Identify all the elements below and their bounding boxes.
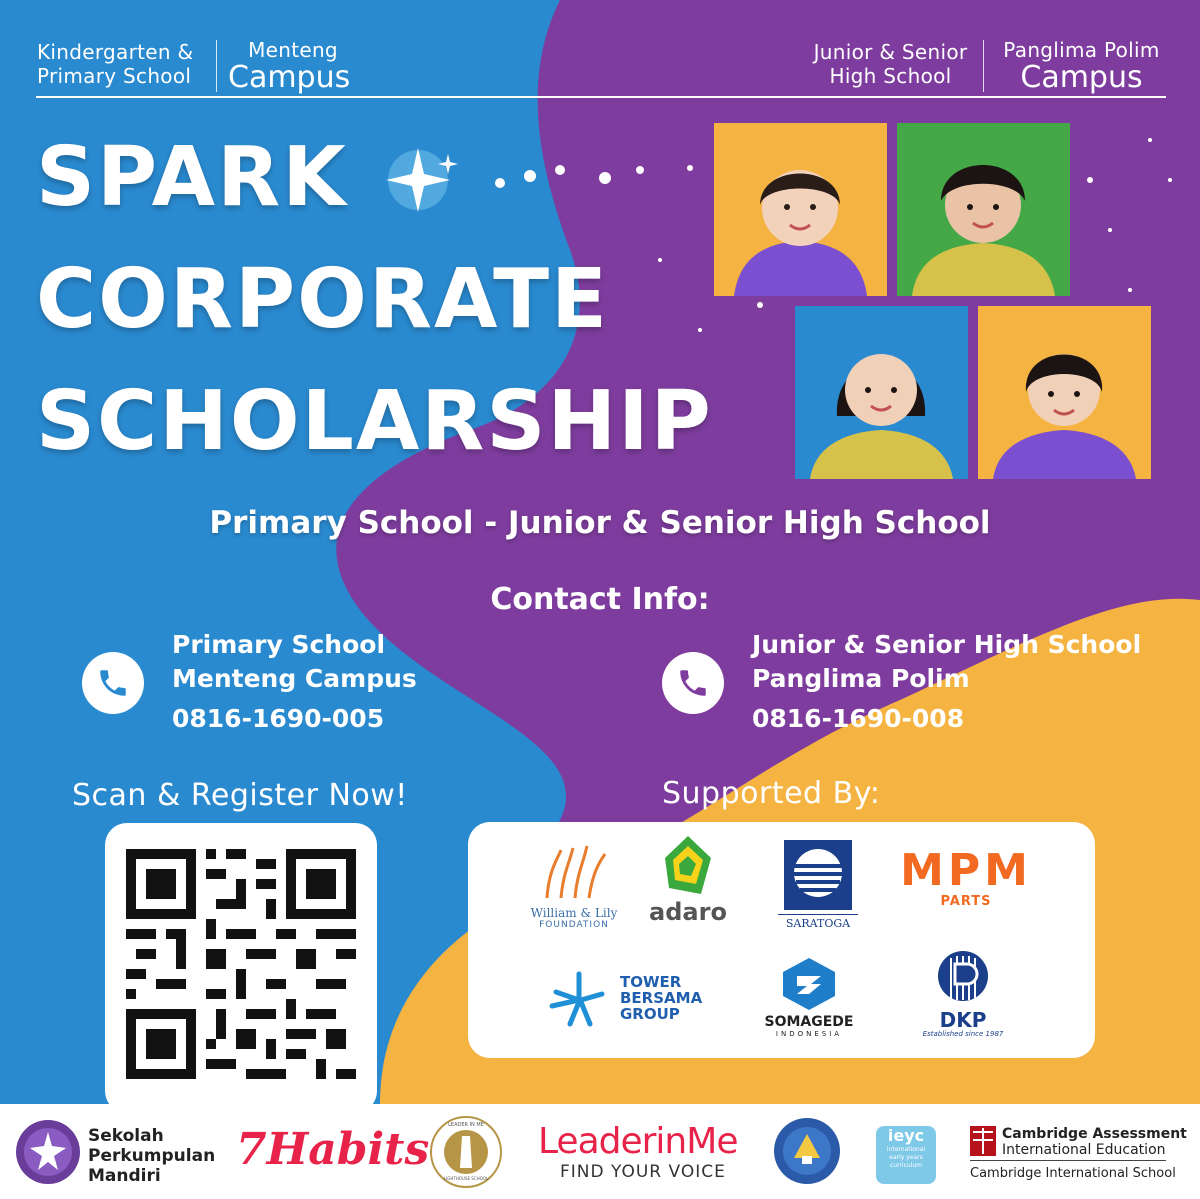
sponsor-mpm	[896, 845, 1036, 909]
mpm-parts: PARTS	[940, 894, 992, 909]
cambridge-line1: Cambridge Assessment	[1002, 1126, 1187, 1142]
header-right-campus	[994, 38, 1169, 94]
tower-line2: BERSAMA	[620, 989, 703, 1007]
spm-line3: Mandiri	[88, 1166, 161, 1186]
spm-logo-icon	[14, 1118, 82, 1186]
lighthouse-school-badge	[430, 1116, 502, 1188]
dkp-sub: Established since 1987	[922, 1030, 1004, 1038]
7habits-logo: 7Habits	[236, 1124, 430, 1175]
tut-wuri-handayani-emblem-icon	[774, 1118, 840, 1184]
contact-left	[172, 628, 417, 736]
william-lily-mark-icon	[539, 840, 609, 902]
ieyc-line2: early years	[889, 1154, 923, 1161]
footer-logo-bar	[0, 1104, 1200, 1199]
ieyc-name: ieyc	[887, 1126, 925, 1145]
spm-line1: Sekolah	[88, 1126, 164, 1146]
header-right-school-line1: Junior & Senior	[813, 40, 968, 64]
leaderinme-logo	[538, 1122, 748, 1182]
william-lily-name: William & Lily	[530, 906, 618, 920]
william-lily-sub: FOUNDATION	[539, 920, 609, 930]
header-rule	[36, 96, 1166, 98]
sponsor-somagede	[754, 958, 864, 1038]
header-left-campus-small: Menteng	[248, 38, 338, 62]
cambridge-shield-icon	[970, 1126, 996, 1156]
cambridge-assessment	[1002, 1126, 1187, 1158]
student-photo-2	[897, 123, 1070, 296]
saratoga-name: SARATOGA	[778, 914, 858, 930]
header-left-school	[37, 40, 193, 88]
phone-icon-left[interactable]	[82, 652, 144, 714]
spm-line2: Perkumpulan	[88, 1146, 216, 1166]
ieyc-logo	[876, 1126, 936, 1184]
tower-bersama-text	[620, 974, 702, 1022]
header-left-campus-big: Campus	[228, 60, 351, 95]
leaderinme-tagline: FIND YOUR VOICE	[560, 1162, 726, 1182]
subtitle: Primary School - Junior & Senior High School	[209, 505, 991, 541]
contact-right-line1: Junior & Senior High School	[752, 630, 1142, 659]
contact-right-line2: Panglima Polim	[752, 664, 970, 693]
dkp-mark-icon	[937, 950, 989, 1006]
header-right-campus-big: Campus	[1020, 60, 1143, 95]
student-photo-1	[714, 123, 887, 296]
somagede-mark-icon	[781, 958, 837, 1010]
sparkle-icon	[378, 140, 468, 220]
tower-line3: GROUP	[620, 1005, 680, 1023]
contact-title: Contact Info:	[490, 582, 710, 617]
header-left-school-line2: Primary School	[37, 64, 192, 88]
cambridge-rule	[970, 1160, 1166, 1161]
contact-right	[752, 628, 1141, 736]
headline-line-3: SCHOLARSHIP	[36, 374, 713, 469]
cambridge-line2: International Education	[1002, 1142, 1166, 1158]
student-photo-3	[795, 306, 968, 479]
ieyc-line1: international	[886, 1146, 926, 1153]
sponsor-william-lily	[524, 840, 624, 930]
qr-code[interactable]	[126, 849, 356, 1079]
adaro-mark-icon	[663, 836, 713, 896]
header-divider-left	[216, 40, 217, 92]
leaderinme-name: LeaderinMe	[538, 1121, 738, 1162]
header-right-school	[808, 40, 973, 88]
sponsor-adaro	[640, 836, 736, 924]
sponsors-card	[468, 822, 1095, 1058]
headline-line-1: SPARK	[36, 130, 348, 225]
tower-bersama-burst-icon	[546, 970, 612, 1030]
header-left-campus	[228, 38, 368, 94]
header-divider-right	[983, 40, 984, 92]
mpm-name: MPM	[900, 845, 1032, 896]
sponsor-saratoga	[778, 840, 858, 930]
supported-by-label: Supported By:	[662, 776, 881, 811]
contact-left-line2: Menteng Campus	[172, 664, 417, 693]
tower-line1: TOWER	[620, 973, 682, 991]
headline-line-2: CORPORATE	[36, 252, 610, 347]
somagede-sub: INDONESIA	[775, 1030, 843, 1038]
contact-left-line1: Primary School	[172, 630, 386, 659]
somagede-name: SOMAGEDE	[764, 1014, 854, 1030]
spm-name	[88, 1126, 215, 1186]
header-right-school-line2: High School	[829, 64, 952, 88]
contact-right-phone[interactable]: 0816-1690-008	[752, 704, 965, 733]
saratoga-globe-icon	[784, 840, 852, 910]
ieyc-line3: curriculum	[889, 1162, 922, 1169]
lighthouse-top: LEADER IN ME	[448, 1122, 484, 1128]
qr-card[interactable]	[105, 823, 377, 1113]
header-right-campus-small: Panglima Polim	[1003, 38, 1160, 62]
sponsor-dkp	[918, 950, 1008, 1038]
cambridge-school: Cambridge International School	[970, 1166, 1176, 1181]
phone-icon-right[interactable]	[662, 652, 724, 714]
scan-register-label: Scan & Register Now!	[72, 778, 408, 813]
sponsor-tower-bersama	[546, 970, 716, 1034]
contact-left-phone[interactable]: 0816-1690-005	[172, 704, 385, 733]
student-photo-4	[978, 306, 1151, 479]
dkp-name: DKP	[939, 1008, 987, 1032]
header-left-school-line1: Kindergarten &	[37, 40, 194, 64]
adaro-name: adaro	[649, 898, 727, 926]
lighthouse-bottom: LIGHTHOUSE SCHOOL	[443, 1176, 489, 1181]
